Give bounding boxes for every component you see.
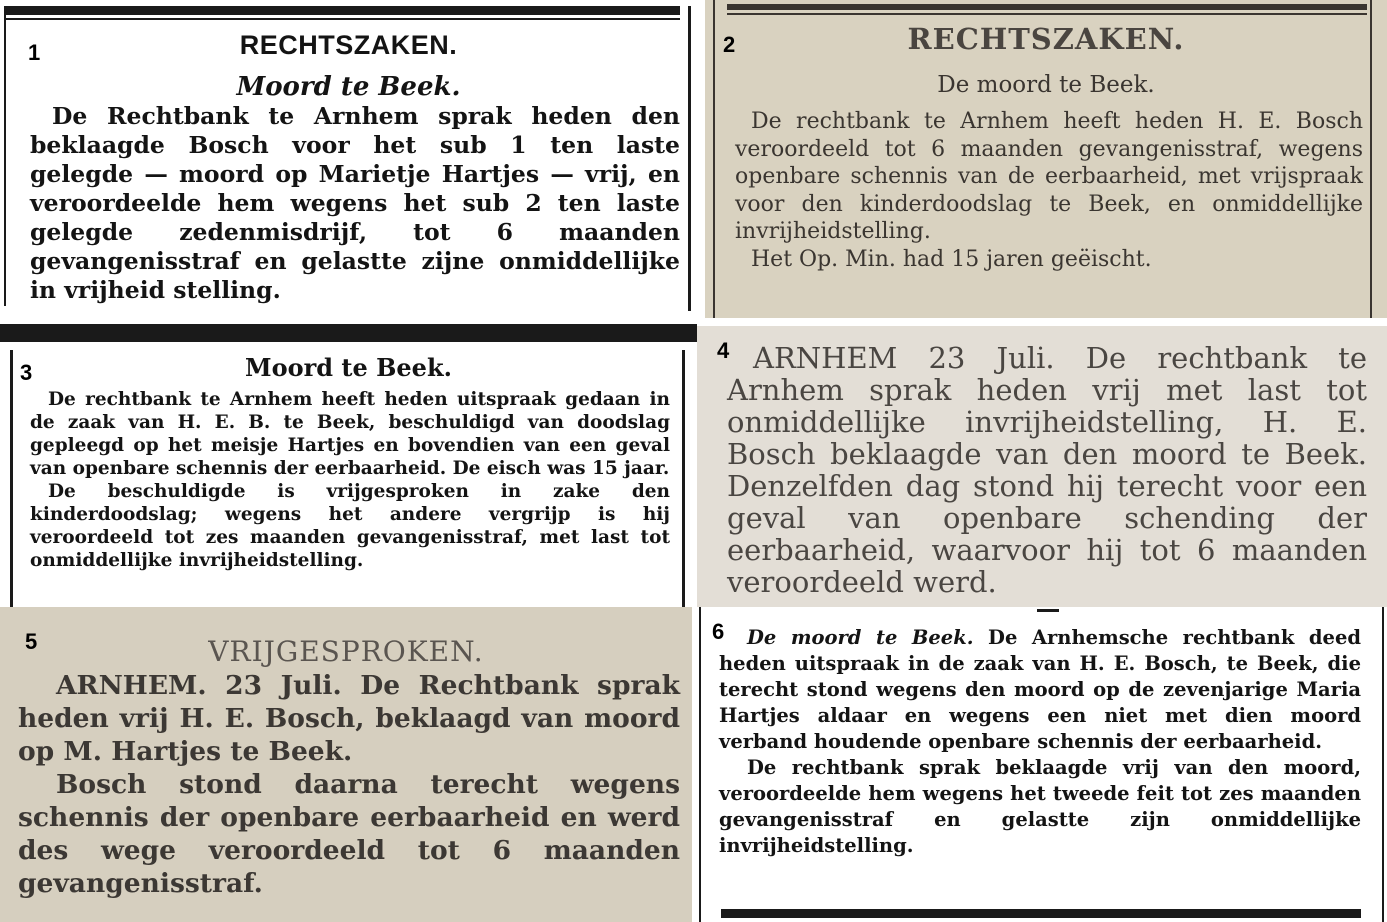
clipping-6 [697, 607, 1387, 922]
clipping-4 [697, 326, 1387, 607]
paragraph: De rechtbank te Arnhem heeft heden uitspraak gedaan in de zaak van H. E. B. te Beek, beschuldigd van doodslag gepleegd op het meisje Hartjes en bovendien van een geval van openbare schennis der eerbaarheid. De eisch was 15 jaar. [30, 389, 670, 479]
clipping-3 [0, 320, 697, 608]
clipping-number: 4 [717, 338, 730, 363]
clipping-heading: VRIJGESPROKEN. [208, 635, 484, 668]
clipping-body [719, 625, 1361, 859]
clipping-subheading: Moord te Beek. [236, 72, 461, 102]
bottom-rule [721, 909, 1361, 918]
paragraph-text: De Arnhemsche rechtbank deed heden uitspraak in de zaak van H. E. Bosch, te Beek, die terecht stond wegens den moord op de zevenjarige Maria Hartjes aldaar en wegens een niet met dien moord verband houdende openbare schennis der eerbaarheid. [719, 626, 1361, 753]
paragraph [719, 625, 1361, 755]
clipping-heading: RECHTSZAKEN. [239, 30, 458, 60]
clipping-body [30, 102, 680, 305]
top-rule [0, 324, 697, 342]
paragraph: ARNHEM. 23 Juli. De Rechtbank sprak heden vrij H. E. Bosch, beklaagd van moord op M. Hartjes te Beek. [18, 670, 680, 767]
left-rule [699, 607, 701, 922]
clipping-number: 2 [723, 32, 736, 57]
clipping-body [18, 669, 680, 900]
top-rule-thin [4, 18, 680, 20]
paragraph: Het Op. Min. had 15 jaren geëischt. [751, 246, 1152, 272]
clipping-lead: De moord te Beek. [747, 626, 974, 649]
paragraph: ARNHEM 23 Juli. De rechtbank te Arnhem sprak heden vrij met last tot onmiddellijke invrijheidstelling, H. E. Bosch beklaagde van den moord te Beek. Denzelfden dag stond hij terecht voor een geval van openbare schending der eerbaarheid, waarvoor hij tot 6 maanden veroordeeld werd. [727, 341, 1367, 599]
clipping-heading: RECHTSZAKEN. [907, 22, 1185, 56]
paragraph: De rechtbank sprak beklaagde vrij van den moord, veroordeelde hem wegens het tweede feit tot zes maanden gevangenisstraf en gelastte zijn onmiddellijke invrijheidstelling. [719, 756, 1361, 857]
clipping-body [30, 388, 670, 572]
clipping-5 [0, 607, 692, 922]
top-dash [1037, 609, 1059, 612]
clipping-number: 5 [25, 629, 38, 654]
paragraph: Bosch stond daarna terecht wegens schennis der openbare eerbaarheid en werd des wege veroordeeld tot 6 maanden gevangenisstraf. [18, 769, 680, 899]
clipping-body [735, 108, 1363, 273]
clipping-body [727, 342, 1367, 598]
top-rule [727, 4, 1367, 10]
right-rule [682, 350, 685, 608]
top-rule [4, 6, 680, 15]
left-rule [10, 350, 13, 608]
clipping-number: 1 [28, 40, 41, 65]
clipping-heading: Moord te Beek. [245, 353, 452, 382]
clipping-subheading: De moord te Beek. [937, 72, 1155, 98]
clipping-number: 6 [712, 619, 725, 644]
clipping-number: 3 [20, 360, 33, 385]
paragraph: De beschuldigde is vrijgesproken in zake den kinderdoodslag; wegens het andere vergrijp is hij veroordeeld tot zes maanden gevangenisstraf, met last tot onmiddellijke invrijheidstelling. [30, 481, 670, 571]
clipping-1 [0, 0, 697, 315]
paragraph: De Rechtbank te Arnhem sprak heden den beklaagde Bosch voor het sub 1 ten laste gelegde — moord op Marietje Hartjes — vrij, en veroordeelde hem wegens het sub 2 ten laste gelegde zedenmisdrijf, tot 6 maanden gevangenisstraf en gelastte zijne onmiddellijke in vrijheid stelling. [30, 102, 680, 304]
right-rule [1382, 607, 1384, 922]
top-rule-thin [727, 13, 1367, 15]
clipping-2 [705, 0, 1387, 318]
paragraph: De rechtbank te Arnhem heeft heden H. E. Bosch veroordeeld tot 6 maanden gevangenisstraf, wegens openbare schennis van de eerbaarheid, met vrijspraak voor den kinderdoodslag te Beek, en onmiddellijke invrijheidstelling. [735, 109, 1363, 244]
